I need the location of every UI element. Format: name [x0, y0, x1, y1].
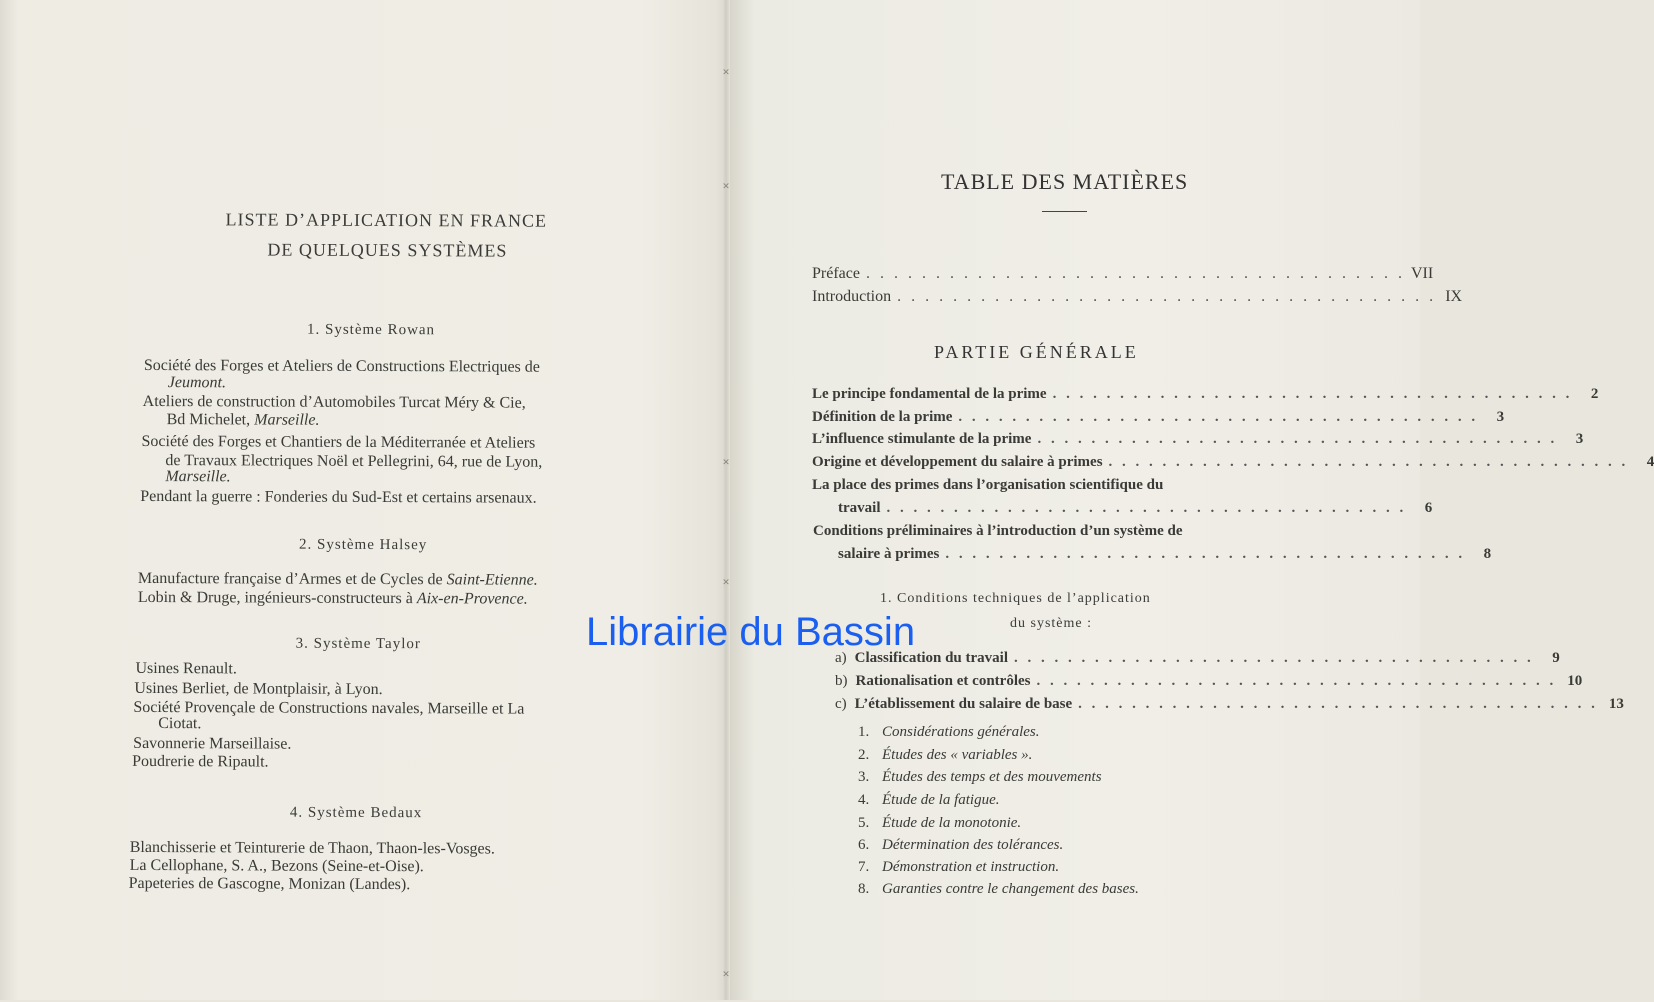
list-item: Poudrerie de Ripault.: [132, 752, 269, 771]
list-item: Pendant la guerre : Fonderies du Sud-Est et certains arsenaux.: [140, 487, 537, 507]
stitch-mark: ✕: [722, 67, 730, 77]
toc-sub-row: c) L’établissement du salaire de base . . . . . . . . . . . . . . . . . . . . . . . . . . . . . . . . . . . . . . . 13: [835, 696, 1624, 712]
part-title: PARTIE GÉNÉRALE: [934, 342, 1139, 362]
toc-row: travail . . . . . . . . . . . . . . . . . . . . . . . . . . . . . . . . . . . . . . . 6: [838, 500, 1433, 516]
section-heading-taylor: 3. Système Taylor: [295, 635, 421, 653]
list-item: Bd Michelet, Marseille.: [166, 411, 320, 429]
numbered-item: 2. Études des « variables ».: [858, 747, 1033, 763]
stitch-mark: ✕: [722, 457, 730, 467]
stitch-mark: ✕: [722, 181, 730, 191]
title-rule: [1042, 211, 1087, 212]
list-item: Lobin & Druge, ingénieurs-constructeurs à Aix-en-Provence.: [137, 588, 528, 608]
numbered-item: 1. Considérations générales.: [858, 724, 1040, 740]
toc-row: Définition de la prime . . . . . . . . . . . . . . . . . . . . . . . . . . . . . . . . . . . . . . . 3: [812, 409, 1505, 425]
list-item: Société des Forges et Chantiers de la Méditerranée et Ateliers: [141, 432, 536, 452]
stitch-mark: ✕: [722, 577, 730, 587]
left-title-line1: LISTE D’APPLICATION EN FRANCE: [225, 209, 548, 231]
toc-title: TABLE DES MATIÈRES: [941, 169, 1189, 194]
left-title-line2: DE QUELQUES SYSTÈMES: [267, 239, 508, 261]
list-item: de Travaux Electriques Noël et Pellegrini, 64, rue de Lyon,: [165, 452, 543, 471]
list-item: Marseille.: [165, 468, 231, 486]
section-heading-rowan: 1. Système Rowan: [306, 321, 436, 339]
list-item: Ciotat.: [158, 715, 202, 733]
section-heading-halsey: 2. Système Halsey: [299, 536, 428, 554]
toc-sub-row: b) Rationalisation et contrôles . . . . . . . . . . . . . . . . . . . . . . . . . . . . . . . . . . . . . . . 10: [835, 673, 1583, 689]
toc-row-preface: Préface . . . . . . . . . . . . . . . . . . . . . . . . . . . . . . . . . . . . . . . VII: [812, 265, 1434, 282]
list-item: Blanchisserie et Teinturerie de Thaon, Thaon-les-Vosges.: [129, 838, 495, 858]
numbered-item: 5. Étude de la monotonie.: [858, 815, 1022, 831]
toc-row: salaire à primes . . . . . . . . . . . . . . . . . . . . . . . . . . . . . . . . . . . . . . . 8: [838, 546, 1492, 562]
stitch-mark: ✕: [722, 969, 730, 979]
list-item: La Cellophane, S. A., Bezons (Seine-et-Oise).: [129, 856, 424, 876]
left-page-content: [0, 0, 732, 1002]
list-item: Papeteries de Gascogne, Monizan (Landes).: [128, 874, 411, 894]
numbered-item: 4. Étude de la fatigue.: [858, 792, 1000, 808]
toc-row: L’influence stimulante de la prime . . . . . . . . . . . . . . . . . . . . . . . . . . . . . . . . . . . . . . . 3: [812, 431, 1584, 447]
list-item: Usines Renault.: [135, 659, 237, 678]
list-item: Jeumont.: [167, 374, 227, 392]
watermark-text: Librairie du Bassin: [586, 610, 916, 654]
section-heading-bedaux: 4. Système Bedaux: [289, 804, 423, 822]
toc-sub-row: a) Classification du travail . . . . . . . . . . . . . . . . . . . . . . . . . . . . . . . . . . . . . . . 9: [835, 650, 1560, 666]
toc-row: Origine et développement du salaire à primes . . . . . . . . . . . . . . . . . . . . . . . . . . . . . . . . . . . . . . . 4: [812, 454, 1654, 470]
section-heading-conditions-2: du système :: [1010, 616, 1092, 631]
toc-row-continued: La place des primes dans l’organisation scientifique du: [812, 477, 1164, 493]
list-item: Société Provençale de Constructions navales, Marseille et La: [133, 698, 525, 718]
toc-row-continued: Conditions préliminaires à l’introduction d’un système de: [813, 523, 1183, 539]
list-item: Société des Forges et Ateliers de Constructions Electriques de: [143, 356, 540, 376]
section-heading-conditions: 1. Conditions techniques de l’application: [880, 591, 1151, 606]
numbered-item: 3. Études des temps et des mouvements: [858, 769, 1102, 785]
list-item: Usines Berliet, de Montplaisir, à Lyon.: [134, 679, 383, 699]
list-item: Manufacture française d’Armes et de Cycles de Saint-Etienne.: [137, 569, 538, 589]
list-item: Ateliers de construction d’Automobiles Turcat Méry & Cie,: [142, 392, 526, 412]
numbered-item: 8. Garanties contre le changement des bases.: [858, 881, 1139, 897]
list-item: Savonnerie Marseillaise.: [133, 734, 292, 753]
numbered-item: 6. Détermination des tolérances.: [858, 837, 1064, 853]
toc-row: Le principe fondamental de la prime . . . . . . . . . . . . . . . . . . . . . . . . . . . . . . . . . . . . . . . 2: [812, 386, 1599, 402]
toc-row-introduction: Introduction . . . . . . . . . . . . . . . . . . . . . . . . . . . . . . . . . . . . . . . IX: [812, 288, 1463, 305]
numbered-item: 7. Démonstration et instruction.: [858, 859, 1060, 875]
